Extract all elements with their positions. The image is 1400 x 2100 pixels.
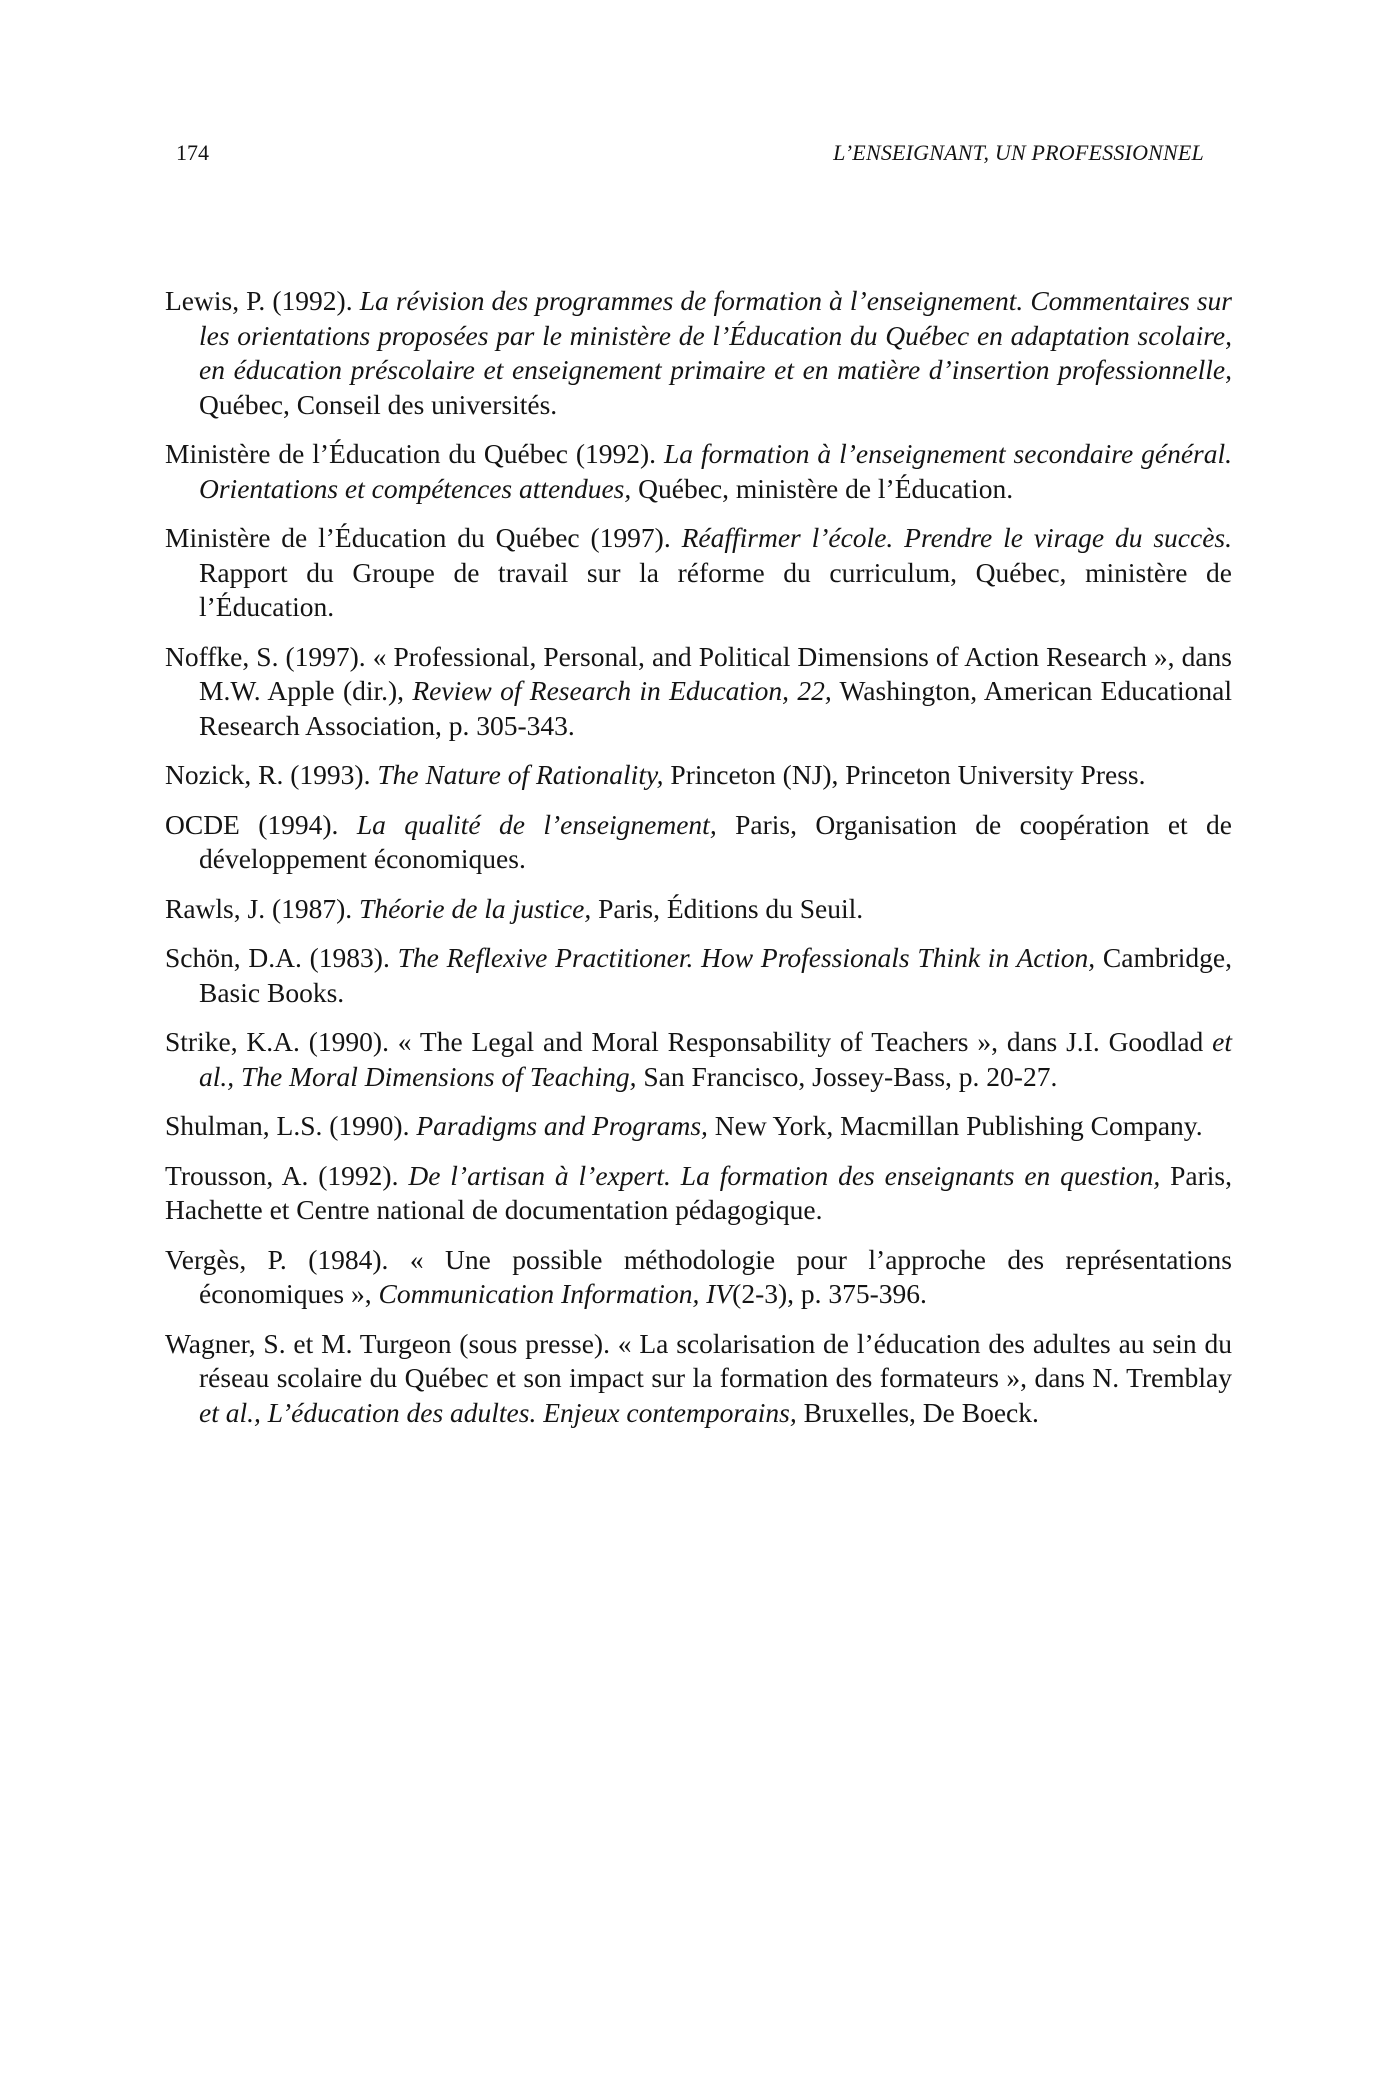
reference-publication: Paris, Hachette et Centre national de documentation pédagogique. xyxy=(165,1159,1233,1225)
reference-publication: Bruxelles, De Boeck. xyxy=(796,1396,1039,1428)
running-title: L’ENSEIGNANT, UN PROFESSIONNEL xyxy=(833,140,1204,165)
reference-ocde-1994 xyxy=(165,808,1232,877)
reference-title: Réaffirmer l’école. Prendre le virage du succès. xyxy=(681,522,1232,553)
reference-title: Communication Information, IV xyxy=(378,1278,733,1309)
reference-list xyxy=(165,284,1232,1445)
running-header xyxy=(176,138,1204,168)
reference-publication: Québec, Conseil des universités. xyxy=(199,388,558,420)
reference-title: Paradigms and Programs, xyxy=(416,1110,708,1141)
reference-verges-1984 xyxy=(165,1243,1232,1312)
reference-lewis-1992 xyxy=(165,284,1232,422)
reference-publication: Rapport du Groupe de travail sur la réforme du curriculum, Québec, ministère de l’Éducation. xyxy=(199,556,1232,622)
reference-nozick-1993 xyxy=(165,758,1232,793)
reference-meq-1992 xyxy=(165,437,1232,506)
reference-publication: Washington, American Educational Research Association, p. 305-343. xyxy=(199,675,1232,741)
reference-schon-1983 xyxy=(165,941,1232,1010)
reference-title: La qualité de l’enseignement, xyxy=(356,808,717,840)
reference-author: Lewis, P. (1992). xyxy=(165,285,360,316)
reference-author: Trousson, A. (1992). xyxy=(165,1159,409,1191)
reference-title: La formation à l’enseignement secondaire général. Orientations et compétences attendues, xyxy=(199,438,1232,504)
reference-author: Noffke, S. (1997). « Professional, Personal, and Political Dimensions of Action Research », dans M.W. Apple (dir.), xyxy=(165,640,1232,706)
reference-meq-1997 xyxy=(165,521,1232,625)
reference-wagner-turgeon xyxy=(165,1327,1232,1431)
reference-author: Wagner, S. et M. Turgeon (sous presse). « La scolarisation de l’éducation des adultes au sein du réseau scolaire du Québec et son impact sur la formation des formateurs », dans N. Tremblay xyxy=(165,1327,1232,1393)
reference-author: Vergès, P. (1984). « Une possible méthodologie pour l’approche des représentations économiques », xyxy=(165,1243,1232,1309)
reference-title: Review of Research in Education, 22, xyxy=(412,675,832,706)
reference-shulman-1990 xyxy=(165,1109,1232,1144)
reference-title: La révision des programmes de formation à l’enseignement. Commentaires sur les orientations proposées par le ministère de l’Éducation du Québec en adaptation scolaire, en éducation préscolaire et enseignement primaire et en matière d’insertion professionnelle, xyxy=(199,285,1232,385)
reference-author: OCDE (1994). xyxy=(165,808,357,840)
page-number: 174 xyxy=(176,140,209,165)
reference-publication: San Francisco, Jossey-Bass, p. 20-27. xyxy=(636,1060,1058,1092)
reference-rawls-1987 xyxy=(165,892,1232,927)
reference-author: Rawls, J. (1987). xyxy=(165,892,360,924)
reference-author: Schön, D.A. (1983). xyxy=(165,942,398,973)
reference-publication: Cambridge, Basic Books. xyxy=(199,942,1232,1008)
reference-publication: Québec, ministère de l’Éducation. xyxy=(631,472,1014,504)
reference-publication: Princeton (NJ), Princeton University Press. xyxy=(663,759,1146,790)
reference-title: et al., The Moral Dimensions of Teaching, xyxy=(199,1026,1232,1092)
reference-strike-1990 xyxy=(165,1025,1232,1094)
reference-author: Shulman, L.S. (1990). xyxy=(165,1110,417,1141)
reference-title: Théorie de la justice, xyxy=(359,892,592,924)
reference-publication: New York, Macmillan Publishing Company. xyxy=(707,1110,1203,1141)
reference-title: De l’artisan à l’expert. La formation des enseignants en question, xyxy=(408,1159,1161,1191)
reference-author: Ministère de l’Éducation du Québec (1992). xyxy=(165,438,664,469)
reference-author: Nozick, R. (1993). xyxy=(165,759,378,790)
reference-author: Ministère de l’Éducation du Québec (1997). xyxy=(165,522,682,553)
reference-noffke-1997 xyxy=(165,640,1232,744)
reference-publication: Paris, Éditions du Seuil. xyxy=(591,892,864,924)
reference-trousson-1992 xyxy=(165,1159,1232,1228)
reference-title: The Nature of Rationality, xyxy=(377,759,664,790)
reference-publication: (2-3), p. 375-396. xyxy=(732,1278,927,1309)
reference-author: Strike, K.A. (1990). « The Legal and Moral Responsability of Teachers », dans J.I. Goodlad xyxy=(165,1026,1213,1057)
reference-publication: Paris, Organisation de coopération et de développement économiques. xyxy=(199,808,1232,874)
reference-title: The Reflexive Practitioner. How Professionals Think in Action, xyxy=(397,942,1096,973)
reference-title: et al., L’éducation des adultes. Enjeux contemporains, xyxy=(199,1396,797,1428)
